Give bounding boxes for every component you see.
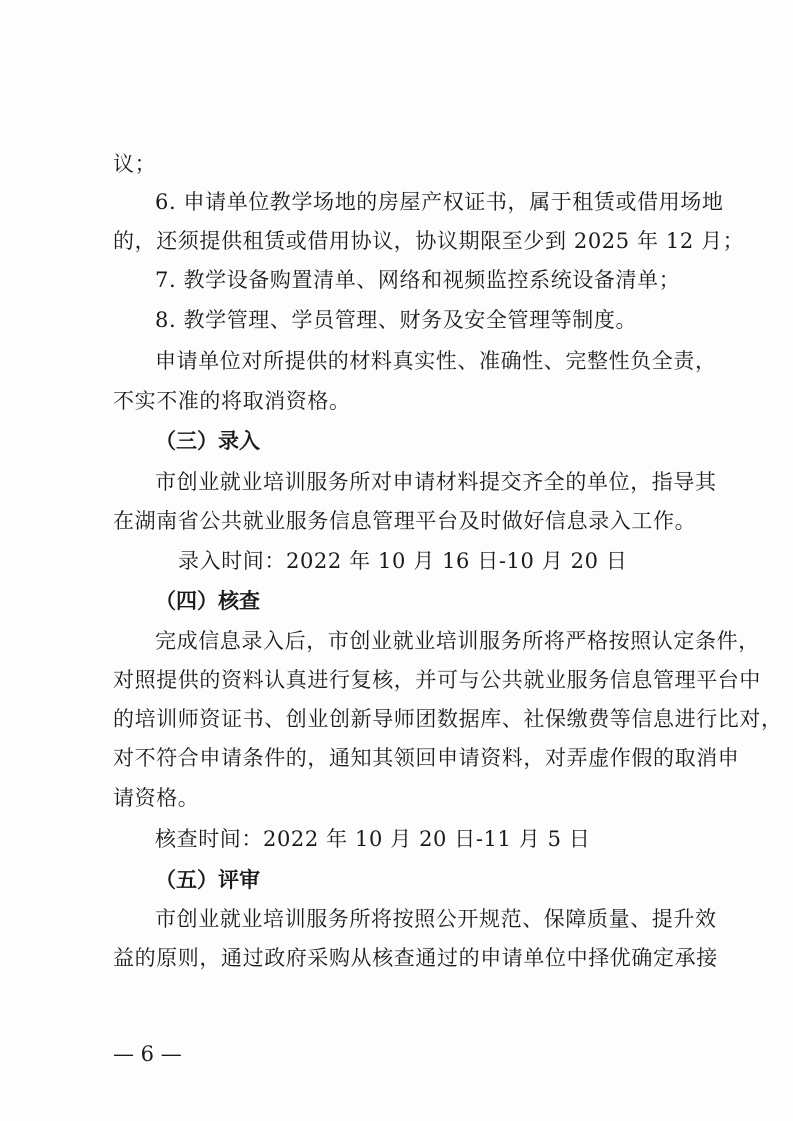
text-line: 市创业就业培训服务所对申请材料提交齐全的单位，指导其: [155, 470, 717, 494]
section-heading-3: （三）录入: [155, 429, 260, 453]
text-line: 7. 教学设备购置清单、网络和视频监控系统设备清单；: [155, 268, 681, 292]
text-line: 核查时间：2022 年 10 月 20 日-11 月 5 日: [155, 827, 591, 851]
text-line: 6. 申请单位教学场地的房屋产权证书，属于租赁或借用场地: [155, 190, 724, 214]
text-line: 完成信息录入后，市创业就业培训服务所将严格按照认定条件，: [155, 629, 760, 653]
text-line: 不实不准的将取消资格。: [113, 389, 351, 413]
text-line: 请资格。: [113, 786, 200, 810]
text-line: 在湖南省公共就业服务信息管理平台及时做好信息录入工作。: [113, 509, 697, 533]
text-line: 市创业就业培训服务所将按照公开规范、保障质量、提升效: [155, 907, 717, 931]
text-line: 的培训师资证书、创业创新导师团数据库、社保缴费等信息进行比对，: [113, 707, 783, 731]
page-number: — 6 —: [113, 1042, 182, 1066]
text-line: 录入时间：2022 年 10 月 16 日-10 月 20 日: [178, 549, 628, 573]
text-line: 对照提供的资料认真进行复核，并可与公共就业服务信息管理平台中: [113, 668, 761, 692]
text-line: 申请单位对所提供的材料真实性、准确性、完整性负全责，: [155, 349, 717, 373]
text-line: 益的原则，通过政府采购从核查通过的申请单位中择优确定承接: [113, 946, 718, 970]
text-line: 8. 教学管理、学员管理、财务及安全管理等制度。: [155, 308, 638, 332]
text-line: 的，还须提供租赁或借用协议，协议期限至少到 2025 年 12 月；: [113, 229, 745, 253]
section-heading-5: （五）评审: [155, 868, 260, 892]
text-line: 议；: [113, 152, 157, 176]
section-heading-4: （四）核查: [155, 589, 260, 613]
text-line: 对不符合申请条件的，通知其领回申请资料，对弄虚作假的取消申: [113, 746, 740, 770]
